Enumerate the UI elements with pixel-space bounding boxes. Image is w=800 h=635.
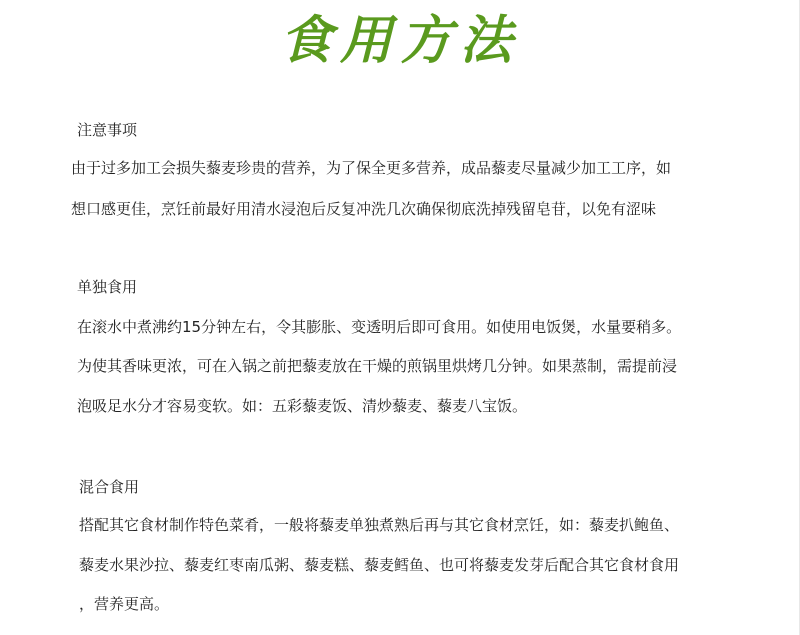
section-heading: 混合食用 [79, 478, 140, 496]
section-heading: 注意事项 [77, 121, 138, 139]
paragraph-line: 为使其香味更浓，可在入锅之前把藜麦放在干燥的煎锅里烘烤几分钟。如果蒸制，需提前浸 [77, 357, 678, 375]
paragraph-line: 由于过多加工会损失藜麦珍贵的营养，为了保全更多营养，成品藜麦尽量减少加工工序，如 [71, 159, 672, 177]
paragraph-line: 在滚水中煮沸约15分钟左右，令其膨胀、变透明后即可食用。如使用电饭煲，水量要稍多。 [77, 318, 682, 336]
paragraph-line: 泡吸足水分才容易变软。如：五彩藜麦饭、清炒藜麦、藜麦八宝饭。 [77, 397, 528, 415]
page-title: 食用方法 [279, 10, 520, 71]
paragraph-line: 想口感更佳，烹饪前最好用清水浸泡后反复冲洗几次确保彻底洗掉残留皂苷，以免有涩味 [71, 200, 657, 218]
paragraph-line: 搭配其它食材制作特色菜肴，一般将藜麦单独煮熟后再与其它食材烹饪，如：藜麦扒鲍鱼、 [79, 516, 680, 534]
paragraph-line: ，营养更高。 [79, 595, 170, 613]
section-heading: 单独食用 [77, 278, 138, 296]
paragraph-line: 藜麦水果沙拉、藜麦红枣南瓜粥、藜麦糕、藜麦鳕鱼、也可将藜麦发芽后配合其它食材食用 [79, 556, 680, 574]
